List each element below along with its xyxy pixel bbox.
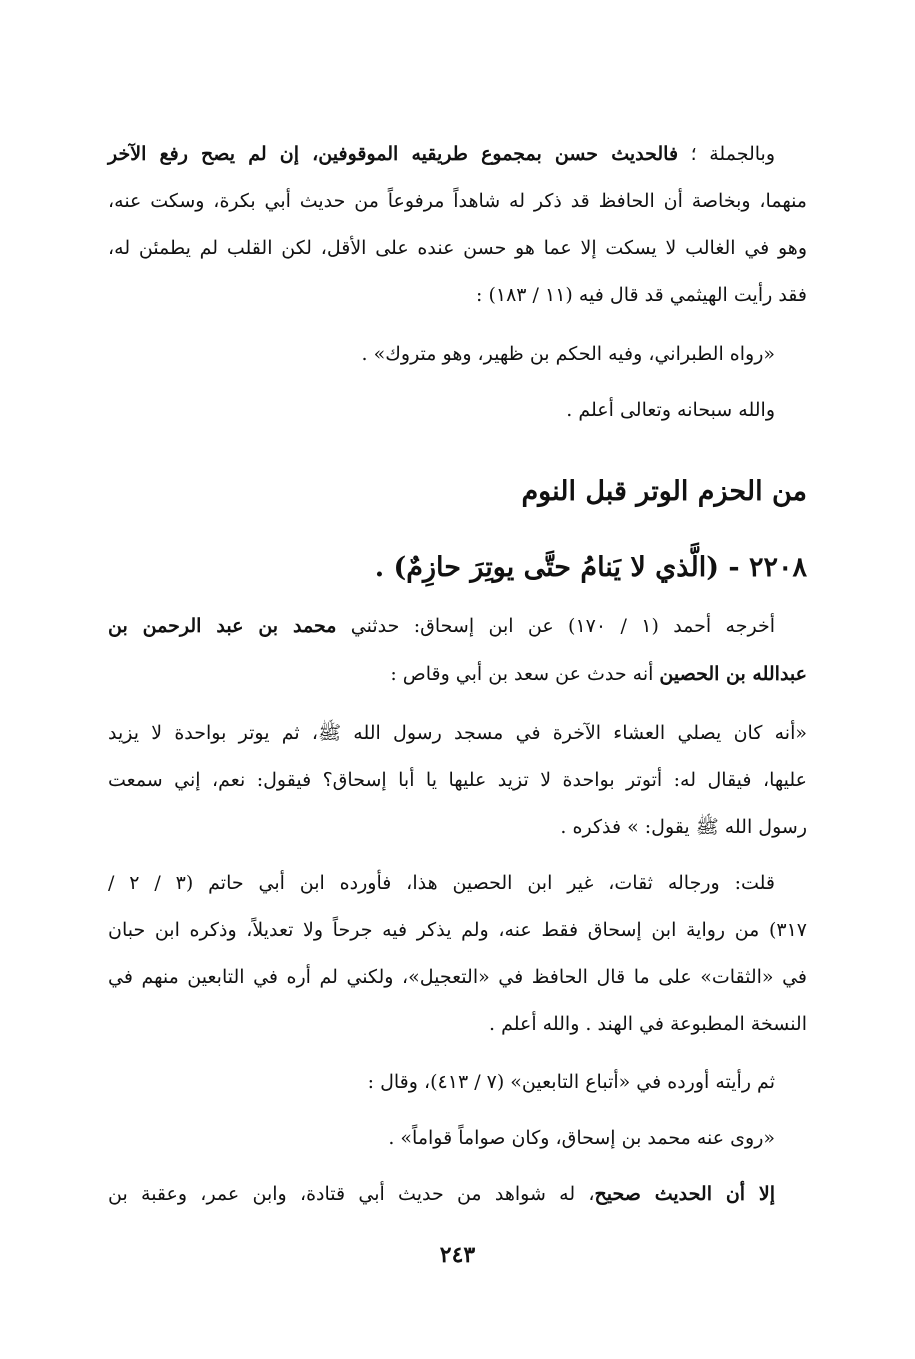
text-segment: منهما، وبخاصة أن الحافظ قد ذكر له شاهداً مرفوعاً من حديث أبي بكرة، وسكت عنه، — [108, 190, 807, 212]
text-segment: ٣١٧) من رواية ابن إسحاق فقط عنه، ولم يذكر فيه جرحاً ولا تعديلاً، وذكره ابن حبان — [108, 919, 807, 941]
text-line — [108, 1010, 807, 1038]
text-line — [108, 340, 775, 368]
text-line — [108, 766, 807, 794]
text-line — [108, 140, 775, 168]
text-line — [108, 869, 775, 897]
text-segment: في «الثقات» على ما قال الحافظ في «التعجيل»، ولكني لم أره في التابعين منهم في — [108, 966, 807, 988]
text-line — [108, 612, 775, 640]
text-segment: فقد رأيت الهيثمي قد قال فيه (١١ / ١٨٣) : — [476, 284, 807, 306]
text-segment: وهو في الغالب لا يسكت إلا عما هو حسن عنده على الأقل، لكن القلب لم يطمئن له، — [108, 237, 807, 259]
text-segment: النسخة المطبوعة في الهند . والله أعلم . — [489, 1013, 807, 1035]
text-segment: قلت: ورجاله ثقات، غير ابن الحصين هذا، فأورده ابن أبي حاتم (٣ / ٢ / — [108, 872, 775, 894]
text-line — [108, 396, 775, 424]
text-line — [108, 1068, 775, 1096]
bold-text: محمد بن عبد الرحمن بن — [108, 615, 337, 637]
text-segment: ، له شواهد من حديث أبي قتادة، وابن عمر، وعقبة بن — [108, 1183, 595, 1205]
text-line — [108, 660, 807, 688]
text-line — [108, 1124, 775, 1152]
hadith-heading: ٢٢٠٨ - (الَّذي لا يَنامُ حتَّى يوتِرَ حازِمٌ) . — [374, 552, 807, 583]
text-line — [108, 719, 807, 747]
text-line — [108, 1180, 775, 1208]
text-segment: وبالجملة ؛ — [678, 143, 776, 165]
text-segment: رسول الله ﷺ يقول: » فذكره . — [560, 816, 807, 838]
section-title: من الحزم الوتر قبل النوم — [521, 476, 807, 507]
bold-text: فالحديث حسن بمجموع طريقيه الموقوفين، إن لم يصح رفع الآخر — [108, 143, 679, 165]
text-segment: عليها، فيقال له: أتوتر بواحدة لا تزيد عليها يا أبا إسحاق؟ فيقول: نعم، إني سمعت — [108, 769, 807, 791]
text-line — [108, 187, 807, 215]
text-segment: ثم رأيته أورده في «أتباع التابعين» (٧ / ٤١٣)، وقال : — [367, 1071, 775, 1093]
text-line — [108, 234, 807, 262]
text-segment: أخرجه أحمد (١ / ١٧٠) عن ابن إسحاق: حدثني — [336, 615, 775, 637]
text-line — [108, 813, 807, 841]
text-segment: «روى عنه محمد بن إسحاق، وكان صواماً قواماً» . — [388, 1127, 775, 1149]
text-segment: «رواه الطبراني، وفيه الحكم بن ظهير، وهو متروك» . — [361, 343, 775, 365]
bold-text: إلا أن الحديث صحيح — [594, 1183, 775, 1205]
text-segment: «أنه كان يصلي العشاء الآخرة في مسجد رسول الله ﷺ، ثم يوتر بواحدة لا يزيد — [108, 722, 807, 744]
text-segment: أنه حدث عن سعد بن أبي وقاص : — [390, 663, 660, 685]
text-line — [108, 916, 807, 944]
bold-text: عبدالله بن الحصين — [659, 663, 807, 685]
text-line — [108, 281, 807, 309]
text-line — [108, 963, 807, 991]
text-segment: والله سبحانه وتعالى أعلم . — [566, 399, 775, 421]
page-number: ٢٤٣ — [439, 1242, 476, 1268]
